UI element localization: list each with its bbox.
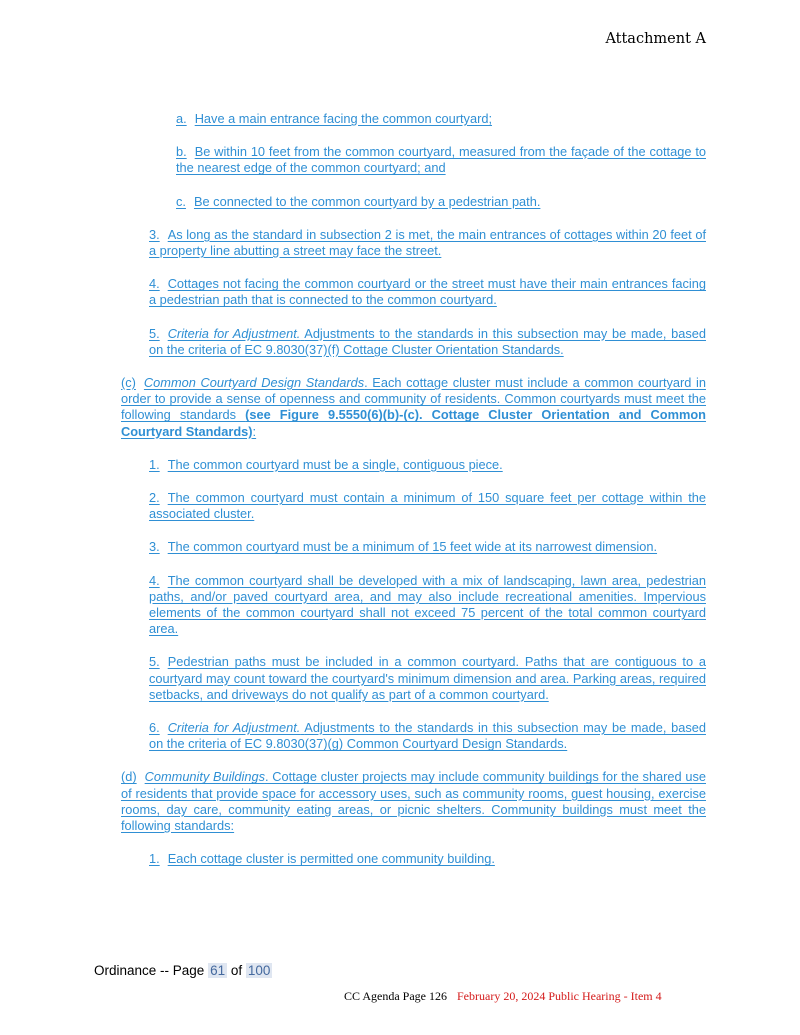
hearing-label: February 20, 2024 Public Hearing - Item 4 (457, 989, 662, 1003)
total-pages-field[interactable]: 100 (247, 963, 271, 978)
c-item-1: 1. The common courtyard must be a single, contiguous piece. (149, 456, 503, 472)
agenda-stamp (344, 989, 662, 1004)
section-c: (c) Common Courtyard Design Standards. Each cottage cluster must include a common courtyard in order to provide a sense of openness and community of residents. Common courtyards must meet the following standards (see Figure 9.5550(6)(b)-(c). Cottage Cluster Orientation and Common Courtyard Standards): (121, 375, 707, 439)
d-item-1: 1. Each cottage cluster is permitted one community building. (149, 851, 495, 867)
attachment-label: Attachment A (605, 31, 706, 47)
c-item-5: 5. Pedestrian paths must be included in a common courtyard. Paths that are contiguous to a courtyard may count toward the courtyard's minimum dimension and area. Parking areas, required setbacks, and driveways do not qualify as part of a common courtyard. (149, 654, 706, 702)
item-4: 4. Cottages not facing the common courtyard or the street must have their main entrances facing a pedestrian path that is connected to the common courtyard. (149, 276, 706, 308)
agenda-page: CC Agenda Page 126 (344, 989, 447, 1003)
c-item-2: 2. The common courtyard must contain a minimum of 150 square feet per cottage within the associated cluster. (149, 490, 706, 522)
section-d: (d) Community Buildings. Cottage cluster projects may include community buildings for the shared use of residents that provide space for accessory uses, such as community rooms, guest housing, exercise rooms, day care, community eating areas, or picnic shelters. Community buildings must meet the following standards: (121, 769, 706, 834)
footer-prefix: Ordinance -- Page (94, 963, 205, 978)
page-footer (94, 963, 272, 978)
c-item-4: 4. The common courtyard shall be developed with a mix of landscaping, lawn area, pedestrian paths, and/or paved courtyard area, and may also include recreational amenities. Impervious elements of the common courtyard shall not exceed 75 percent of the total common courtyard area. (149, 572, 706, 637)
c-item-3: 3. The common courtyard must be a minimum of 15 feet wide at its narrowest dimension. (149, 539, 658, 555)
item-b: b. Be within 10 feet from the common courtyard, measured from the façade of the cottage to the nearest edge of the common courtyard; and (176, 144, 706, 176)
c-item-6: 6. Criteria for Adjustment. Adjustments to the standards in this subsection may be made, based on the criteria of EC 9.8030(37)(g) Common Courtyard Design Standards. (149, 720, 706, 752)
footer-of: of (230, 963, 243, 978)
item-a: a. Have a main entrance facing the common courtyard; (176, 111, 493, 126)
item-c: c. Be connected to the common courtyard by a pedestrian path. (176, 193, 541, 209)
page-number-field[interactable]: 61 (210, 963, 226, 978)
item-3: 3. As long as the standard in subsection 2 is met, the main entrances of cottages within 20 feet of a property line abutting a street may face the street. (149, 226, 706, 259)
item-5: 5. Criteria for Adjustment. Adjustments to the standards in this subsection may be made, based on the criteria of EC 9.8030(37)(f) Cottage Cluster Orientation Standards. (149, 325, 706, 357)
ordinance-body (121, 111, 706, 885)
